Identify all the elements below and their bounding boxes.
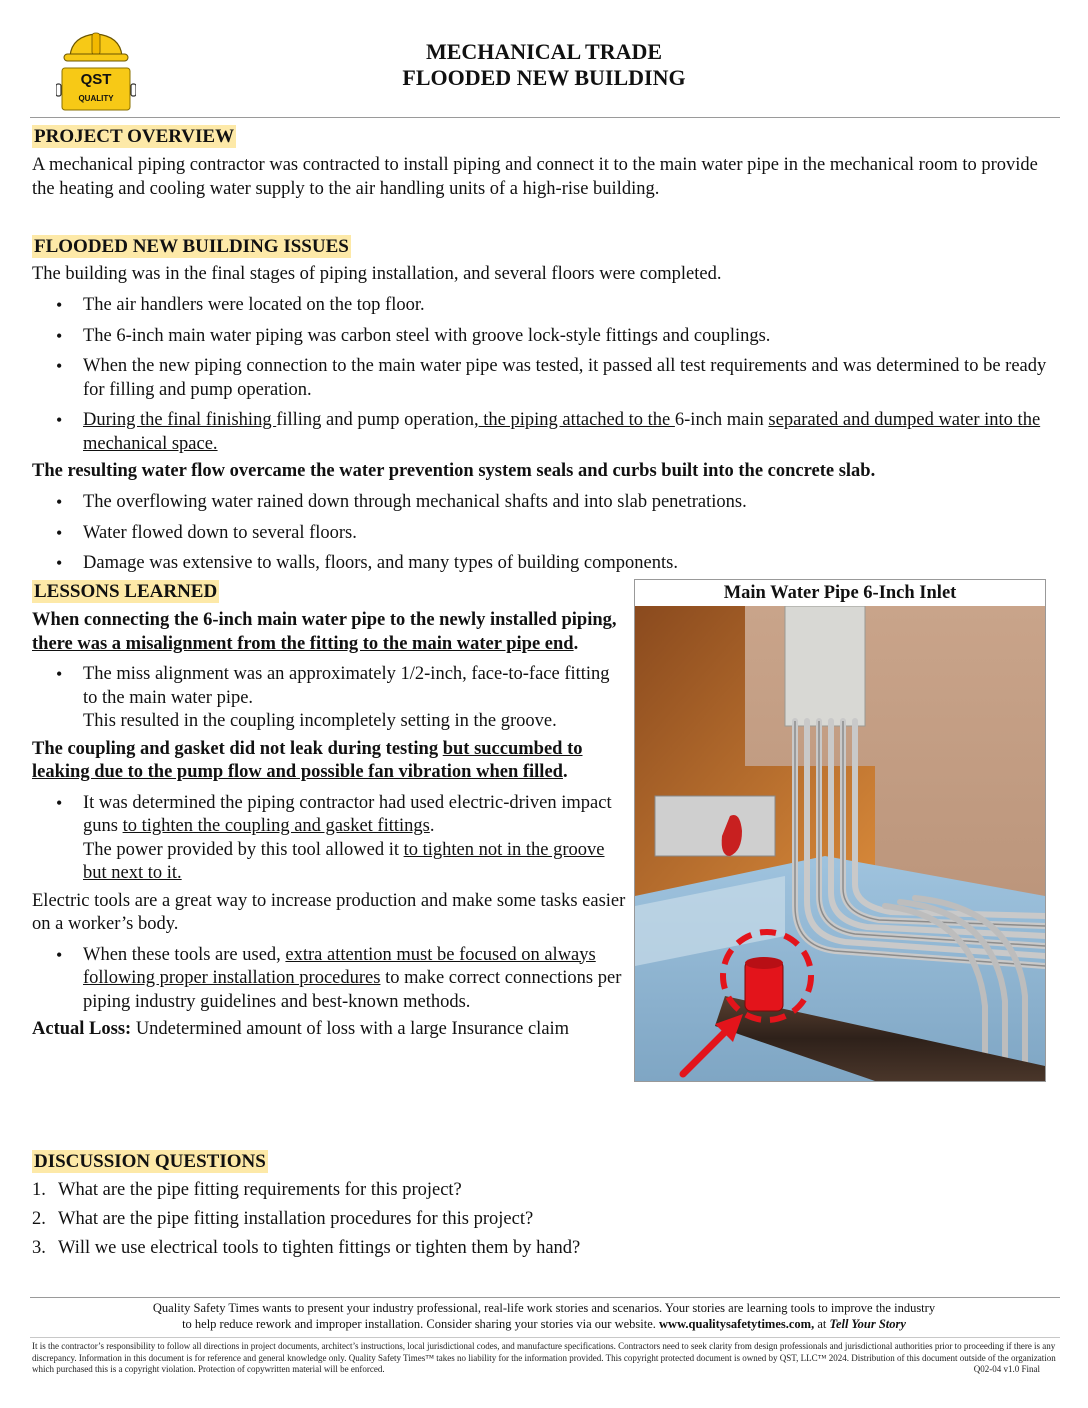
question-number: 1. (32, 1180, 46, 1200)
lessons-paragraph-2 (32, 738, 627, 785)
disclaimer-text: It is the contractor’s responsibility to follow all directions in project documents, architect’s instructions, local jurisdictional codes, and manufacture specifications. Contractors need to seek clarity from design professionals and jurisdictional authorities prior to proceeding if there is any discrepancy. Information in this document is for reference and general knowledge only. Quality Safety Times™ takes no liability for the information provided. This copyright protected document is owned by QST, LLC™ 2024. Distribution of this document outside of the organization which purchased this is a copyright violation. Protection of copywritten material will be enforced. (32, 1341, 1056, 1374)
text-span: to help reduce rework and improper installation. Consider sharing your stories via our website. (182, 1317, 660, 1331)
header-divider (30, 117, 1060, 118)
question-text: What are the pipe fitting installation procedures for this project? (58, 1209, 534, 1229)
lessons-body (32, 609, 627, 1042)
photo-caption: Main Water Pipe 6-Inch Inlet (723, 583, 957, 603)
text-span: . (573, 633, 579, 654)
list-item: • The overflowing water rained down through mechanical shafts and into slab penetrations. (32, 491, 1057, 515)
text-span: filling and pump operation (276, 410, 475, 430)
photo-figure (634, 579, 1046, 1082)
underlined-text: to tighten the coupling and gasket fittings (122, 816, 430, 836)
issues-bullets-2 (32, 491, 1057, 583)
question-number: 2. (32, 1209, 46, 1229)
discussion-questions (32, 1179, 1062, 1266)
underlined-text: , the piping attached to the (474, 410, 675, 430)
footer-message (60, 1300, 1028, 1332)
overview-text: A mechanical piping contractor was contracted to install piping and connect it to the main water pipe in the mechanical room to provide the heating and cooling water supply to the air handling units of a high-rise building. (32, 155, 1038, 199)
question-item (32, 1237, 1062, 1261)
issues-bullets (32, 294, 1057, 460)
issues-heading: FLOODED NEW BUILDING ISSUES (34, 236, 349, 257)
text-span: When these tools are used, (83, 944, 286, 965)
lessons-paragraph-1 (32, 609, 627, 656)
list-item (32, 409, 1057, 456)
text-span: The miss alignment was an approximately 1/2-inch, face-to-face fitting to the main water pipe. (83, 664, 610, 708)
discussion-section (32, 1150, 268, 1173)
lessons-paragraph-3: Electric tools are a great way to increase production and make some tasks easier on a worker’s body. (32, 890, 626, 934)
qst-logo (56, 32, 136, 112)
tell-your-story-link[interactable]: Tell Your Story (829, 1317, 906, 1331)
text-span: to make correct connections per piping industry guidelines and best-known methods. (83, 968, 622, 1012)
footer-line-1: Quality Safety Times wants to present your industry professional, real-life work stories and scenarios. Your stories are learning tools to improve the industry (152, 1301, 936, 1315)
actual-loss-label: Actual Loss: (32, 1019, 132, 1039)
footer-disclaimer (32, 1341, 1056, 1376)
underlined-text: extra attention must be focused on always following proper installation procedures (83, 944, 596, 988)
list-item (32, 944, 627, 1015)
mechanical-room-photo (635, 606, 1045, 1081)
underlined-text: separated and dumped water into the mechanical space. (83, 410, 1041, 454)
text-span: When connecting the 6-inch main water pipe to the newly installed piping, (32, 610, 617, 630)
text-span: . (562, 762, 568, 782)
text-span: 6-inch main (674, 410, 769, 430)
footer-divider (30, 1297, 1060, 1298)
logo-text-quality: QUALITY (78, 94, 114, 103)
title-line-1: MECHANICAL TRADE (425, 39, 663, 64)
text-span: This resulted in the coupling incompletely setting in the groove. (83, 711, 557, 731)
actual-loss-text: Undetermined amount of loss with a large Insurance claim (131, 1019, 570, 1039)
overview-section (32, 125, 236, 148)
footer-divider-2 (30, 1337, 1060, 1338)
title-line-2: FLOODED NEW BUILDING (402, 65, 686, 90)
issues-section (32, 235, 351, 258)
question-text: Will we use electrical tools to tighten fittings or tighten them by hand? (58, 1238, 581, 1258)
underlined-text: to tighten not in the groove but next to it. (83, 839, 605, 883)
document-title (300, 39, 788, 91)
logo-text-qst: QST (80, 71, 112, 88)
underlined-text: but succumbed to leaking due to the pump flow and possible fan vibration when filled (32, 738, 583, 782)
underlined-text: there was a misalignment from the fitting to the main water pipe end (32, 633, 574, 654)
list-item: • The 6-inch main water piping was carbon steel with groove lock-style fittings and couplings. (32, 325, 1057, 349)
text-span: at (814, 1317, 830, 1331)
list-item (32, 663, 627, 734)
list-item: • Water flowed down to several floors. (32, 522, 1057, 546)
text-span: The coupling and gasket did not leak during testing (32, 738, 443, 759)
text-span: The power provided by this tool allowed it (83, 839, 404, 860)
text-span: . (429, 816, 435, 836)
issues-intro: The building was in the final stages of piping installation, and several floors were completed. (32, 264, 722, 284)
text-span: It was determined the piping contractor had used electric-driven impact guns (83, 792, 612, 836)
overview-heading: PROJECT OVERVIEW (34, 126, 235, 147)
issues-result: The resulting water flow overcame the water prevention system seals and curbs built into the concrete slab. (32, 461, 876, 481)
question-item (32, 1208, 1062, 1232)
discussion-heading: DISCUSSION QUESTIONS (34, 1151, 266, 1172)
footer-line-2 (60, 1316, 1028, 1332)
document-id: Q02-04 v1.0 Final (973, 1364, 1040, 1374)
question-text: What are the pipe fitting requirements for this project? (58, 1180, 462, 1200)
list-item (32, 792, 627, 886)
list-item: • The air handlers were located on the top floor. (32, 294, 1057, 318)
underlined-text: During the final finishing (83, 410, 277, 430)
question-item (32, 1179, 1062, 1203)
website-link[interactable]: www.qualitysafetytimes.com, (659, 1317, 815, 1331)
actual-loss (32, 1018, 627, 1042)
lessons-section (32, 580, 219, 603)
list-item: • Damage was extensive to walls, floors, and many types of building components. (32, 552, 1057, 576)
question-number: 3. (32, 1238, 46, 1258)
lessons-heading: LESSONS LEARNED (34, 581, 218, 602)
list-item: • When the new piping connection to the main water pipe was tested, it passed all test requirements and was determined to be ready for filling and pump operation. (32, 355, 1057, 402)
